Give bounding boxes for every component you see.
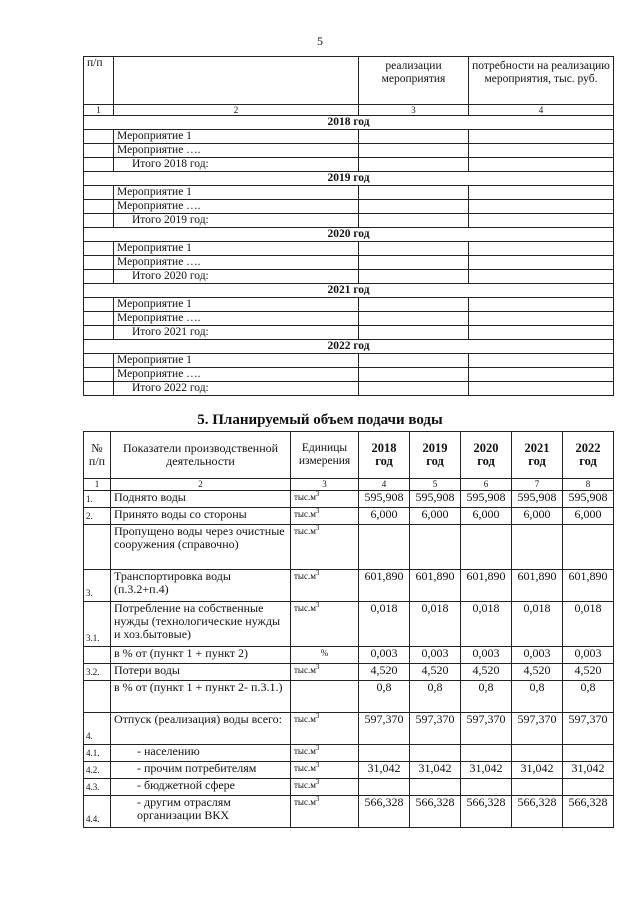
- column-number: 2: [114, 105, 359, 116]
- row-value: 4,520: [410, 664, 461, 681]
- unit-superscript: 3: [315, 663, 320, 671]
- unit-superscript: 3: [315, 507, 320, 515]
- row-label: Мероприятие ….: [114, 144, 359, 158]
- row-num: 4.2.: [84, 762, 111, 779]
- table-row: [84, 525, 614, 570]
- row-value: [512, 745, 563, 762]
- row-num: [84, 382, 114, 396]
- unit-superscript: 3: [315, 712, 320, 720]
- row-value: 595,908: [563, 491, 614, 508]
- unit-superscript: 3: [315, 744, 320, 752]
- unit-superscript: 3: [315, 778, 320, 786]
- row-label: Потери воды: [111, 664, 291, 681]
- row-value: 566,328: [461, 796, 512, 828]
- table-row: [84, 508, 614, 525]
- row-unit: [291, 745, 359, 762]
- unit-text: тыс.м: [294, 571, 316, 581]
- row-total-label: Итого 2021 год:: [114, 326, 359, 340]
- row-num: [84, 681, 111, 713]
- table-row: [84, 298, 614, 312]
- row-value: 0,003: [410, 647, 461, 664]
- year-label: 2021 год: [84, 284, 614, 298]
- row-num: [84, 354, 114, 368]
- row-unit: [291, 664, 359, 681]
- year-label: 2018 год: [84, 116, 614, 130]
- table-row: [84, 200, 614, 214]
- row-label: Мероприятие ….: [114, 312, 359, 326]
- row-total-label: Итого 2020 год:: [114, 270, 359, 284]
- table-row: [84, 647, 614, 664]
- table-row: [84, 186, 614, 200]
- row-realization: [359, 326, 469, 340]
- year-label: 2019 год: [84, 172, 614, 186]
- row-needs: [469, 186, 614, 200]
- row-label: Транспортировка воды (п.3.2+п.4): [111, 570, 291, 602]
- row-unit: [291, 681, 359, 713]
- row-num: 4.: [84, 713, 111, 745]
- row-value: 31,042: [512, 762, 563, 779]
- row-value: 6,000: [359, 508, 410, 525]
- row-realization: [359, 382, 469, 396]
- header-year: 2018 год: [359, 432, 410, 479]
- row-value: 0,003: [461, 647, 512, 664]
- row-value: 6,000: [461, 508, 512, 525]
- row-total-label: Итого 2022 год:: [114, 382, 359, 396]
- row-value: [410, 525, 461, 570]
- row-num: 3.2.: [84, 664, 111, 681]
- row-label: - населению: [111, 745, 291, 762]
- table-row: [84, 382, 614, 396]
- column-number: 6: [461, 479, 512, 491]
- row-unit: [291, 796, 359, 828]
- row-num: [84, 298, 114, 312]
- table-row: [84, 762, 614, 779]
- row-num: [84, 130, 114, 144]
- row-num: [84, 214, 114, 228]
- unit-text: тыс.м: [294, 526, 316, 536]
- table-row: [84, 326, 614, 340]
- row-num: [84, 525, 111, 570]
- row-value: [461, 745, 512, 762]
- unit-superscript: 3: [315, 524, 320, 532]
- row-value: 0,8: [461, 681, 512, 713]
- row-value: 601,890: [461, 570, 512, 602]
- row-value: 0,003: [512, 647, 563, 664]
- row-label: в % от (пункт 1 + пункт 2- п.3.1.): [111, 681, 291, 713]
- row-num: [84, 647, 111, 664]
- row-value: [359, 779, 410, 796]
- row-value: 597,370: [512, 713, 563, 745]
- row-value: [461, 779, 512, 796]
- row-value: 595,908: [410, 491, 461, 508]
- row-label: Пропущено воды через очистные сооружения (справочно): [111, 525, 291, 570]
- row-label: Потребление на собственные нужды (технологические нужды и хоз.бытовые): [111, 602, 291, 647]
- year-row: [84, 340, 614, 354]
- column-number: 5: [410, 479, 461, 491]
- unit-superscript: 3: [315, 569, 320, 577]
- unit-superscript: 3: [315, 795, 320, 803]
- row-needs: [469, 312, 614, 326]
- table-row: [84, 368, 614, 382]
- column-number: 4: [469, 105, 614, 116]
- table-row: [84, 242, 614, 256]
- row-value: [563, 779, 614, 796]
- row-value: [359, 745, 410, 762]
- row-value: 4,520: [563, 664, 614, 681]
- row-realization: [359, 298, 469, 312]
- row-value: 0,8: [563, 681, 614, 713]
- water-supply-table: [83, 431, 614, 828]
- row-realization: [359, 130, 469, 144]
- row-num: [84, 158, 114, 172]
- row-label: Мероприятие 1: [114, 298, 359, 312]
- row-realization: [359, 242, 469, 256]
- header-unit: Единицы измерения: [291, 432, 359, 479]
- table-row: [84, 158, 614, 172]
- row-value: [410, 779, 461, 796]
- row-value: 566,328: [410, 796, 461, 828]
- row-label: - прочим потребителям: [111, 762, 291, 779]
- column-number: 1: [84, 105, 114, 116]
- row-num: [84, 186, 114, 200]
- row-label: Мероприятие ….: [114, 256, 359, 270]
- row-value: 6,000: [563, 508, 614, 525]
- row-needs: [469, 158, 614, 172]
- row-value: 597,370: [359, 713, 410, 745]
- unit-text: тыс.м: [294, 780, 316, 790]
- row-realization: [359, 354, 469, 368]
- section-title: 5. Планируемый объем подачи воды: [197, 412, 443, 428]
- table-row: [84, 745, 614, 762]
- unit-text: %: [320, 648, 329, 658]
- row-value: 0,018: [512, 602, 563, 647]
- row-label: в % от (пункт 1 + пункт 2): [111, 647, 291, 664]
- row-value: [563, 525, 614, 570]
- row-value: 4,520: [359, 664, 410, 681]
- row-num: [84, 312, 114, 326]
- unit-text: тыс.м: [294, 714, 316, 724]
- row-value: 31,042: [461, 762, 512, 779]
- row-realization: [359, 200, 469, 214]
- unit-text: тыс.м: [294, 746, 316, 756]
- row-realization: [359, 158, 469, 172]
- row-num: [84, 144, 114, 158]
- measures-table: [83, 56, 614, 396]
- row-label: Мероприятие 1: [114, 130, 359, 144]
- row-value: 597,370: [461, 713, 512, 745]
- row-unit: [291, 762, 359, 779]
- row-value: 566,328: [512, 796, 563, 828]
- row-value: 0,018: [563, 602, 614, 647]
- column-number: 3: [359, 105, 469, 116]
- row-total-label: Итого 2018 год:: [114, 158, 359, 172]
- column-number: 3: [291, 479, 359, 491]
- header-year: 2020 год: [461, 432, 512, 479]
- row-value: [563, 745, 614, 762]
- table-row: [84, 144, 614, 158]
- table-row: [84, 491, 614, 508]
- unit-text: тыс.м: [294, 797, 316, 807]
- row-num: [84, 368, 114, 382]
- unit-text: тыс.м: [294, 763, 316, 773]
- row-num: 1.: [84, 491, 111, 508]
- row-realization: [359, 368, 469, 382]
- row-num: [84, 326, 114, 340]
- table-row: [84, 130, 614, 144]
- table-row: [84, 214, 614, 228]
- unit-superscript: 3: [315, 490, 320, 498]
- page-number: 5: [317, 34, 323, 48]
- row-value: 6,000: [512, 508, 563, 525]
- header-num: п/п: [84, 57, 114, 105]
- row-label: Принято воды со стороны: [111, 508, 291, 525]
- row-label: Мероприятие ….: [114, 200, 359, 214]
- row-num: [84, 242, 114, 256]
- row-value: 0,003: [563, 647, 614, 664]
- row-label: Мероприятие 1: [114, 186, 359, 200]
- row-num: 4.1.: [84, 745, 111, 762]
- row-needs: [469, 354, 614, 368]
- table-row: [84, 602, 614, 647]
- row-label: - бюджетной сфере: [111, 779, 291, 796]
- row-value: 601,890: [563, 570, 614, 602]
- row-value: 0,018: [461, 602, 512, 647]
- header-indicator: Показатели производственной деятельности: [111, 432, 291, 479]
- row-unit: [291, 647, 359, 664]
- row-num: 4.4.: [84, 796, 111, 828]
- row-unit: [291, 602, 359, 647]
- table-row: [84, 312, 614, 326]
- row-num: [84, 200, 114, 214]
- row-num: [84, 270, 114, 284]
- row-value: 6,000: [410, 508, 461, 525]
- row-value: 0,018: [410, 602, 461, 647]
- row-value: 601,890: [512, 570, 563, 602]
- row-label: Мероприятие 1: [114, 354, 359, 368]
- row-unit: [291, 508, 359, 525]
- row-needs: [469, 214, 614, 228]
- year-row: [84, 116, 614, 130]
- column-number: 4: [359, 479, 410, 491]
- row-realization: [359, 144, 469, 158]
- header-measure: [114, 57, 359, 105]
- row-value: [512, 779, 563, 796]
- table-row: [84, 570, 614, 602]
- year-label: 2022 год: [84, 340, 614, 354]
- row-value: 0,8: [512, 681, 563, 713]
- unit-text: тыс.м: [294, 509, 316, 519]
- table-row: [84, 664, 614, 681]
- row-num: 3.1.: [84, 602, 111, 647]
- row-label: Поднято воды: [111, 491, 291, 508]
- unit-text: тыс.м: [294, 492, 316, 502]
- row-needs: [469, 242, 614, 256]
- row-value: 31,042: [359, 762, 410, 779]
- row-value: 595,908: [461, 491, 512, 508]
- row-value: 0,8: [359, 681, 410, 713]
- row-value: [512, 525, 563, 570]
- unit-text: тыс.м: [294, 665, 316, 675]
- row-unit: [291, 713, 359, 745]
- row-value: 0,8: [410, 681, 461, 713]
- row-value: 31,042: [563, 762, 614, 779]
- row-value: 597,370: [563, 713, 614, 745]
- row-needs: [469, 298, 614, 312]
- header-year: 2019 год: [410, 432, 461, 479]
- row-needs: [469, 270, 614, 284]
- year-label: 2020 год: [84, 228, 614, 242]
- row-needs: [469, 256, 614, 270]
- row-unit: [291, 779, 359, 796]
- row-needs: [469, 144, 614, 158]
- table-row: [84, 681, 614, 713]
- row-needs: [469, 130, 614, 144]
- table-row: [84, 713, 614, 745]
- header-year: 2022 год: [563, 432, 614, 479]
- row-unit: [291, 570, 359, 602]
- row-value: [359, 525, 410, 570]
- row-value: 566,328: [563, 796, 614, 828]
- header-num: № п/п: [84, 432, 111, 479]
- year-row: [84, 172, 614, 186]
- row-value: 595,908: [359, 491, 410, 508]
- row-value: 0,018: [359, 602, 410, 647]
- row-value: 4,520: [512, 664, 563, 681]
- unit-superscript: 3: [315, 761, 320, 769]
- column-number: 1: [84, 479, 111, 491]
- row-value: [461, 525, 512, 570]
- year-row: [84, 228, 614, 242]
- row-label: Мероприятие 1: [114, 242, 359, 256]
- row-value: 601,890: [359, 570, 410, 602]
- column-number: 2: [111, 479, 291, 491]
- row-value: 595,908: [512, 491, 563, 508]
- row-value: 597,370: [410, 713, 461, 745]
- row-total-label: Итого 2019 год:: [114, 214, 359, 228]
- row-needs: [469, 326, 614, 340]
- row-realization: [359, 186, 469, 200]
- row-needs: [469, 382, 614, 396]
- row-needs: [469, 368, 614, 382]
- header-needs: потребности на реализацию мероприятия, тыс. руб.: [469, 57, 614, 105]
- row-num: [84, 256, 114, 270]
- row-unit: [291, 491, 359, 508]
- row-value: 566,328: [359, 796, 410, 828]
- row-realization: [359, 312, 469, 326]
- row-realization: [359, 256, 469, 270]
- row-value: [410, 745, 461, 762]
- column-number: 7: [512, 479, 563, 491]
- table-row: [84, 796, 614, 828]
- row-label: Отпуск (реализация) воды всего:: [111, 713, 291, 745]
- row-value: 0,003: [359, 647, 410, 664]
- unit-text: тыс.м: [294, 603, 316, 613]
- row-unit: [291, 525, 359, 570]
- row-value: 31,042: [410, 762, 461, 779]
- row-num: 4.3.: [84, 779, 111, 796]
- table-row: [84, 779, 614, 796]
- header-year: 2021 год: [512, 432, 563, 479]
- row-value: 4,520: [461, 664, 512, 681]
- row-label: - другим отраслям организации ВКХ: [111, 796, 291, 828]
- column-number: 8: [563, 479, 614, 491]
- table-row: [84, 270, 614, 284]
- row-realization: [359, 214, 469, 228]
- row-num: 2.: [84, 508, 111, 525]
- header-realization: реализации мероприятия: [359, 57, 469, 105]
- row-needs: [469, 200, 614, 214]
- row-num: 3.: [84, 570, 111, 602]
- unit-superscript: 3: [315, 601, 320, 609]
- row-label: Мероприятие ….: [114, 368, 359, 382]
- row-value: 601,890: [410, 570, 461, 602]
- row-realization: [359, 270, 469, 284]
- table-row: [84, 354, 614, 368]
- table-row: [84, 256, 614, 270]
- year-row: [84, 284, 614, 298]
